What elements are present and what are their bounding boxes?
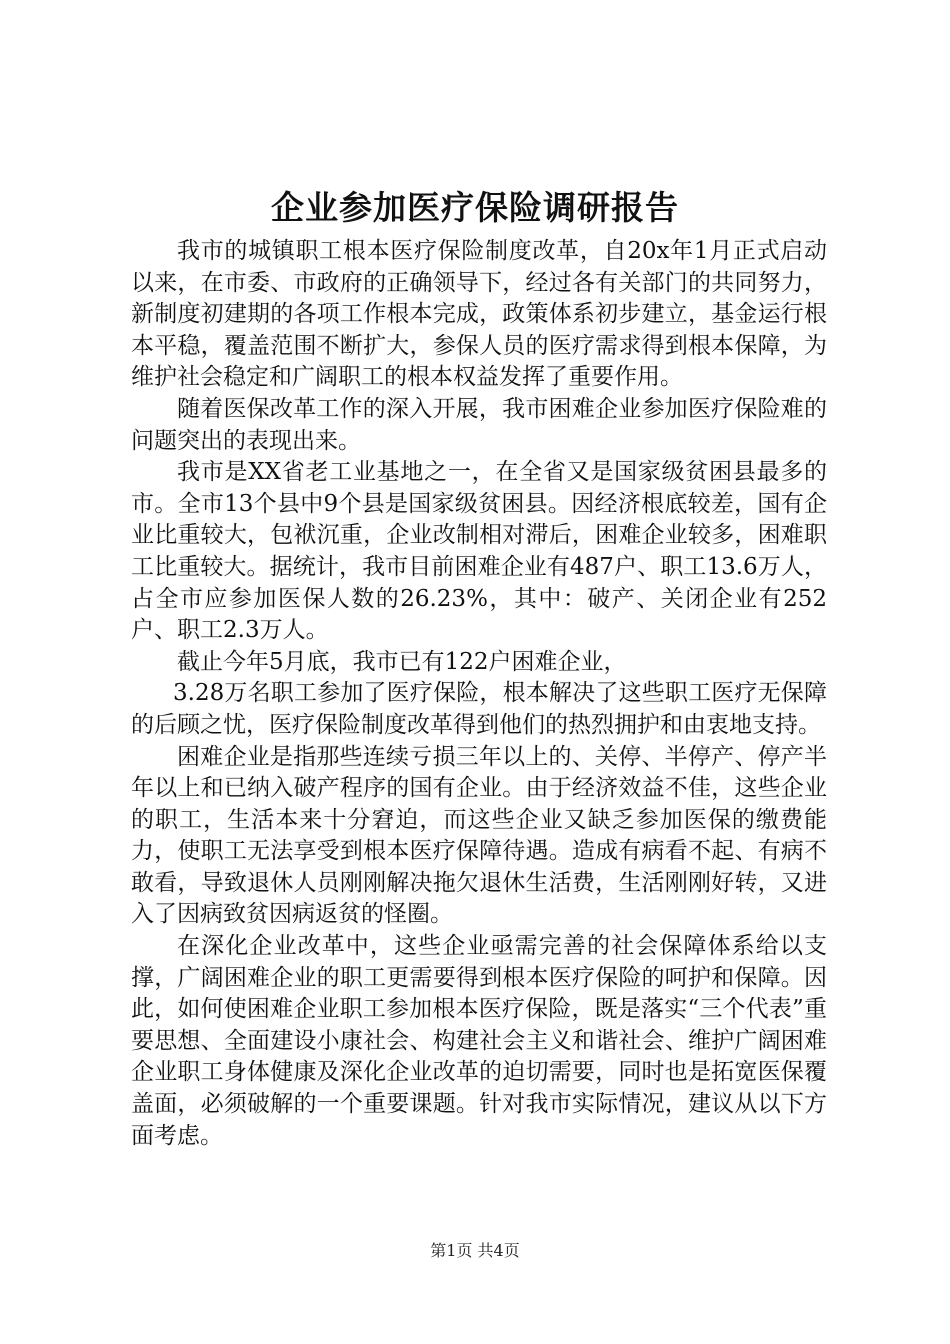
paragraph-3: 我市是XX省老工业基地之一，在全省又是国家级贫困县最多的市。全市13个县中9个县是国家级贫困县。因经济根底较差，国有企业比重较大，包袱沉重，企业改制相对滞后，困难企业较多，困难职工比重较大。据统计，我市目前困难企业有487户、职工13.6万人，占全市应参加医保人数的26.23%，其中：破产、关闭企业有252户、职工2.3万人。	[131, 459, 827, 644]
paragraph-1: 我市的城镇职工根本医疗保险制度改革，自20x年1月正式启动以来，在市委、市政府的正确领导下，经过各有关部门的共同努力，新制度初建期的各项工作根本完成，政策体系初步建立，基金运行根本平稳，覆盖范围不断扩大，参保人员的医疗需求得到根本保障，为维护社会稳定和广阔职工的根本权益发挥了重要作用。	[131, 238, 827, 391]
paragraph-7: 在深化企业改革中，这些企业亟需完善的社会保障体系给以支撑，广阔困难企业的职工更需要得到根本医疗保险的呵护和保障。因此，如何使困难企业职工参加根本医疗保险，既是落实“三个代表”重要思想、全面建设小康社会、构建社会主义和谐社会、维护广阔困难企业职工身体健康及深化企业改革的迫切需要，同时也是拓宽医保覆盖面，必须破解的一个重要课题。针对我市实际情况，建议从以下方面考虑。	[131, 933, 827, 1149]
paragraph-2: 随着医保改革工作的深入开展，我市困难企业参加医疗保险难的问题突出的表现出来。	[131, 395, 827, 454]
paragraph-4: 截止今年5月底，我市已有122户困难企业，	[177, 648, 627, 675]
page-indicator: 第1页 共4页	[430, 1241, 520, 1260]
paragraph-6: 困难企业是指那些连续亏损三年以上的、关停、半停产、停产半年以上和已纳入破产程序的国有企业。由于经济效益不佳，这些企业的职工，生活本来十分窘迫，而这些企业又缺乏参加医保的缴费能力，使职工无法享受到根本医疗保障待遇。造成有病看不起、有病不敢看，导致退休人员刚刚解决拖欠退休生活费，生活刚刚好转，又进入了因病致贫因病返贫的怪圈。	[131, 743, 827, 928]
document-body	[131, 236, 827, 1152]
document-title: 企业参加医疗保险调研报告	[271, 188, 679, 227]
paragraph-5: 3.28万名职工参加了医疗保险，根本解决了这些职工医疗无保障的后顾之忧，医疗保险制度改革得到他们的热烈拥护和由衷地支持。	[131, 680, 827, 738]
